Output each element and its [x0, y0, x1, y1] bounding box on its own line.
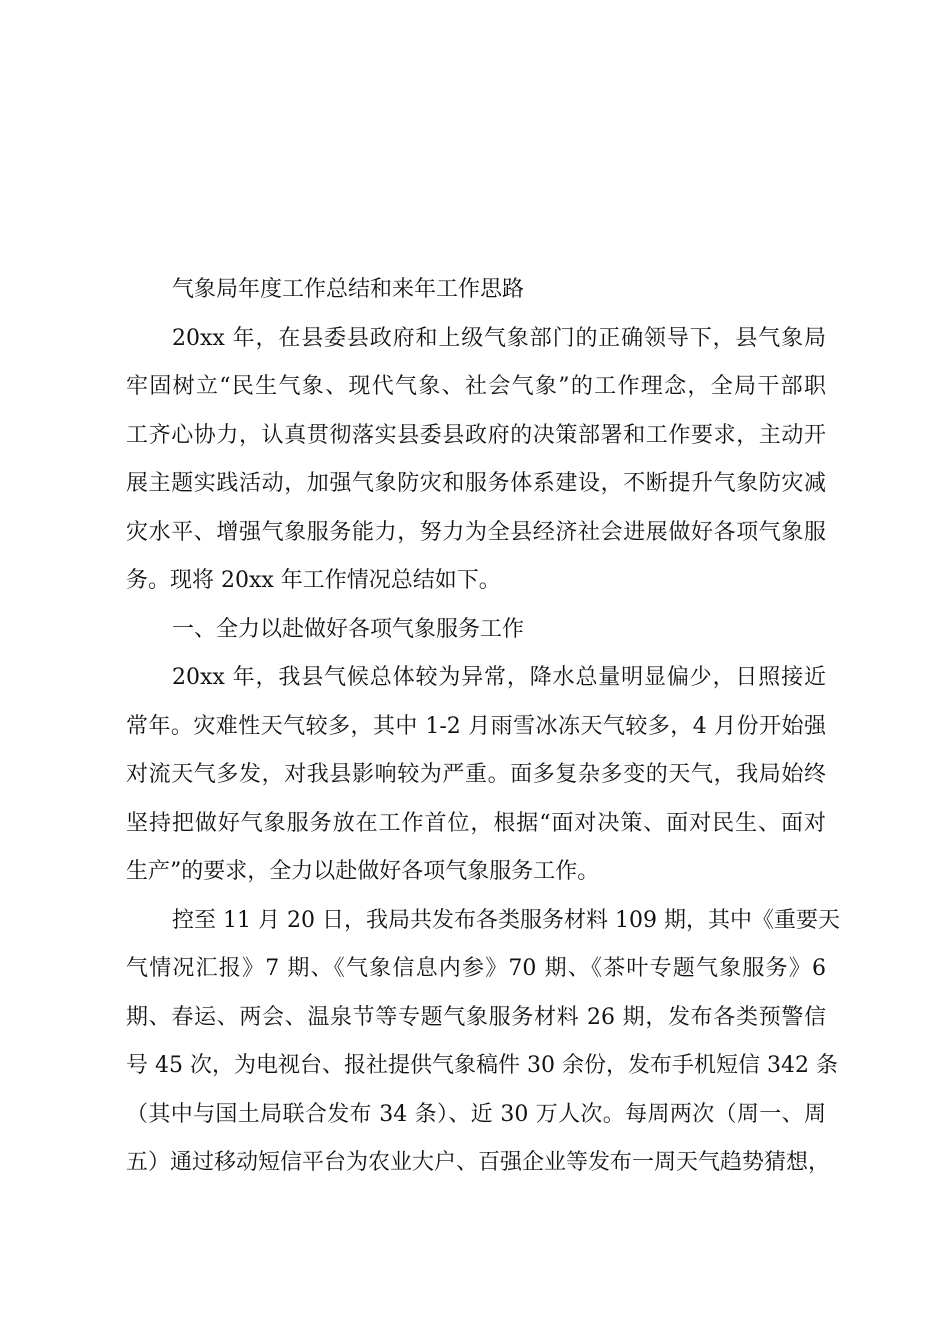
paragraph-climate: [126, 654, 826, 897]
paragraph-line: 气情况汇报》7 期、《气象信息内参》70 期、《茶叶专题气象服务》6: [126, 956, 826, 981]
paragraph-intro: [126, 315, 826, 606]
section-heading-1: [126, 606, 826, 655]
paragraph-line: 号 45 次，为电视台、报社提供气象稿件 30 余份，发布手机短信 342 条: [126, 1053, 838, 1078]
document-title: [126, 266, 826, 315]
paragraph-line: （其中与国土局联合发布 34 条）、近 30 万人次。每周两次（周一、周: [126, 1101, 826, 1127]
title-line: 气象局年度工作总结和来年工作思路: [172, 277, 525, 302]
paragraph-line: 常年。灾难性天气较多，其中 1-2 月雨雪冰冻天气较多，4 月份开始强: [126, 713, 826, 739]
paragraph-line: 控至 11 月 20 日，我局共发布各类服务材料 109 期，其中《重要天: [172, 907, 840, 933]
paragraph-line: 牢固树立“民生气象、现代气象、社会气象”的工作理念，全局干部职: [126, 374, 826, 399]
paragraph-line: 工齐心协力，认真贯彻落实县委县政府的决策部署和工作要求，主动开: [126, 422, 826, 448]
paragraph-stats: [126, 897, 840, 1188]
paragraph-line: 期、春运、两会、温泉节等专题气象服务材料 26 期，发布各类预警信: [126, 1004, 826, 1030]
paragraph-line: 五）通过移动短信平台为农业大户、百强企业等发布一周天气趋势猜想，: [126, 1150, 831, 1175]
section-heading-line: 一、全力以赴做好各项气象服务工作: [172, 616, 525, 642]
paragraph-line: 生产”的要求，全力以赴做好各项气象服务工作。: [126, 859, 600, 884]
paragraph-line: 20xx 年，在县委县政府和上级气象部门的正确领导下，县气象局: [172, 325, 826, 351]
paragraph-line: 务。现将 20xx 年工作情况总结如下。: [126, 568, 501, 593]
paragraph-line: 展主题实践活动，加强气象防灾和服务体系建设，不断提升气象防灾减: [126, 471, 826, 496]
paragraph-line: 灾水平、增强气象服务能力，努力为全县经济社会进展做好各项气象服: [126, 519, 826, 545]
paragraph-line: 20xx 年，我县气候总体较为异常，降水总量明显偏少，日照接近: [172, 665, 826, 690]
paragraph-line: 对流天气多发，对我县影响较为严重。面多复杂多变的天气，我局始终: [126, 762, 826, 787]
paragraph-line: 坚持把做好气象服务放在工作首位，根据“面对决策、面对民生、面对: [126, 810, 826, 836]
document-body: [126, 266, 840, 1188]
